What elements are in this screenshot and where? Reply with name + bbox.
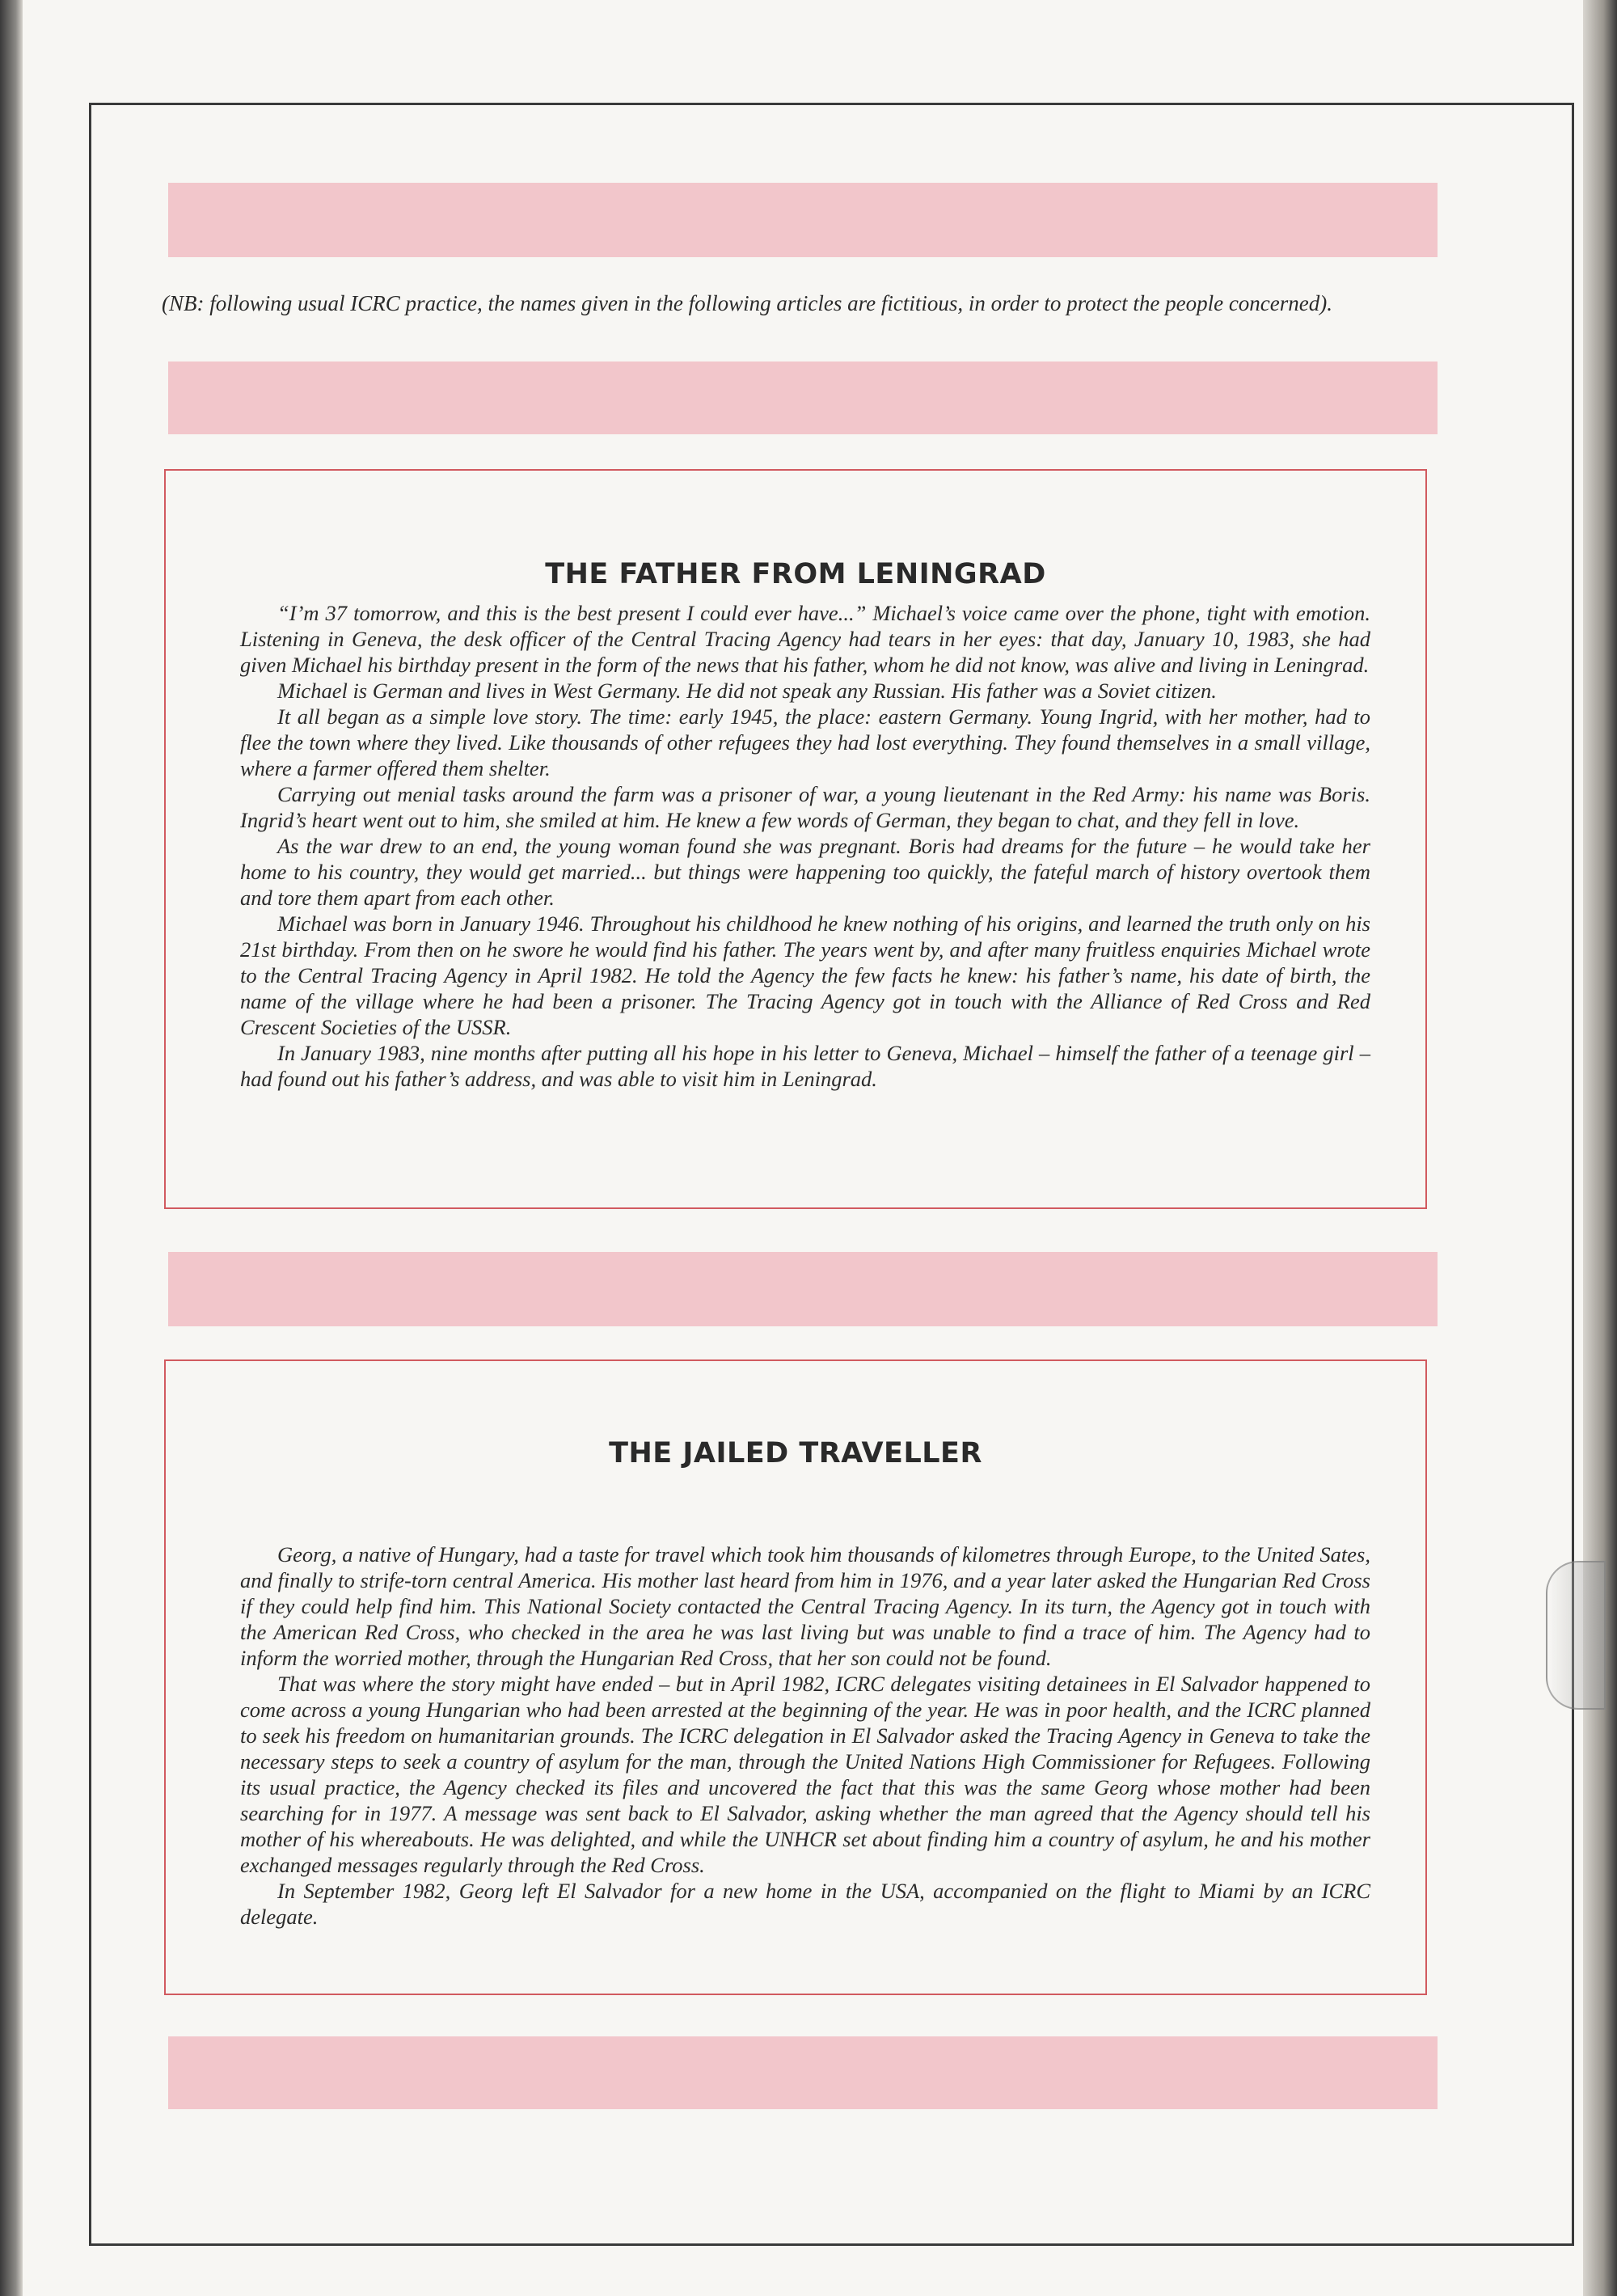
story-paragraph: Georg, a native of Hungary, had a taste for travel which took him thousands of kilometres through Europe, to the United Sates, and finally to strife-torn central America. His mother last heard from him in 1976, and a year later asked the Hungarian Red Cross if they could help find him. This National Society contacted the Central Tracing Agency. In its turn, the Agency got in touch with the American Red Cross, who checked in the area he was last living but was unable to find a trace of him. The Agency had to inform the worried mother, through the Hungarian Red Cross, that her son could not be found. <box>240 1542 1370 1670</box>
pink-band <box>168 2036 1438 2109</box>
story-box-father-from-leningrad <box>164 469 1427 1209</box>
story-paragraph: That was where the story might have ended – but in April 1982, ICRC delegates visiting detainees in El Salvador happened to come across a young Hungarian who had been arrested at the beginning of the year. He was in poor health, and the ICRC planned to seek his freedom on humanitarian grounds. The ICRC delegation in El Salvador asked the Tracing Agency in Geneva to take the necessary steps to seek a country of asylum for the man, through the United Nations High Commissioner for Refugees. Following its usual practice, the Agency checked its files and uncovered the fact that this was the same Georg whose mother had been searching for in 1977. A message was sent back to El Salvador, asking whether the man agreed that the Agency should tell his mother of his whereabouts. He was delighted, and while the UNHCR set about finding him a country of asylum, he and his mother exchanged messages regularly through the Red Cross. <box>240 1672 1370 1877</box>
story-paragraph: Michael was born in January 1946. Throughout his childhood he knew nothing of his origins, and learned the truth only on his 21st birthday. From then on he swore he would find his father. The years went by, and after many fruitless enquiries Michael wrote to the Central Tracing Agency in April 1982. He told the Agency the few facts he knew: his father’s name, his date of birth, the name of the village where he had been a prisoner. The Tracing Agency got in touch with the Alliance of Red Cross and Red Crescent Societies of the USSR. <box>240 911 1370 1039</box>
editorial-note: (NB: following usual ICRC practice, the names given in the following articles are fictitious, in order to protect the people concerned). <box>162 291 1333 315</box>
story-box-jailed-traveller <box>164 1359 1427 1995</box>
story-paragraph: It all began as a simple love story. The time: early 1945, the place: eastern Germany. Young Ingrid, with her mother, had to flee the town where they lived. Like thousands of other refugees they had lost everything. They found themselves in a small village, where a farmer offered them shelter. <box>240 704 1370 780</box>
pink-band <box>168 183 1438 257</box>
book-spine <box>0 0 23 2296</box>
pink-band <box>168 362 1438 434</box>
story-paragraph: Michael is German and lives in West Germany. He did not speak any Russian. His father was a Soviet citizen. <box>277 679 1217 703</box>
glass-reflection <box>1546 1561 1606 1710</box>
story-paragraph: In January 1983, nine months after putting all his hope in his letter to Geneva, Michael – himself the father of a teenage girl – had found out his father’s address, and was able to visit him in Leningrad. <box>240 1041 1370 1091</box>
story-paragraph: Carrying out menial tasks around the farm was a prisoner of war, a young lieutenant in the Red Army: his name was Boris. Ingrid’s heart went out to him, she smiled at him. He knew a few words of German, they began to chat, and they fell in love. <box>240 782 1370 832</box>
story-title: THE JAILED TRAVELLER <box>609 1437 982 1469</box>
page-edge <box>1583 0 1617 2296</box>
story-title: THE FATHER FROM LENINGRAD <box>545 558 1046 590</box>
story-body <box>240 1541 1370 1930</box>
story-paragraph: In September 1982, Georg left El Salvador for a new home in the USA, accompanied on the flight to Miami by an ICRC delegate. <box>240 1879 1370 1929</box>
pink-band <box>168 1252 1438 1326</box>
story-body <box>240 600 1370 1092</box>
story-paragraph: “I’m 37 tomorrow, and this is the best present I could ever have...” Michael’s voice came over the phone, tight with emotion. Listening in Geneva, the desk officer of the Central Tracing Agency had tears in her eyes: that day, January 10, 1983, she had given Michael his birthday present in the form of the news that his father, whom he did not know, was alive and living in Leningrad. <box>240 601 1370 677</box>
story-paragraph: As the war drew to an end, the young woman found she was pregnant. Boris had dreams for the future – he would take her home to his country, they would get married... but things were happening too quickly, the fateful march of history overtook them and tore them apart from each other. <box>240 834 1370 910</box>
